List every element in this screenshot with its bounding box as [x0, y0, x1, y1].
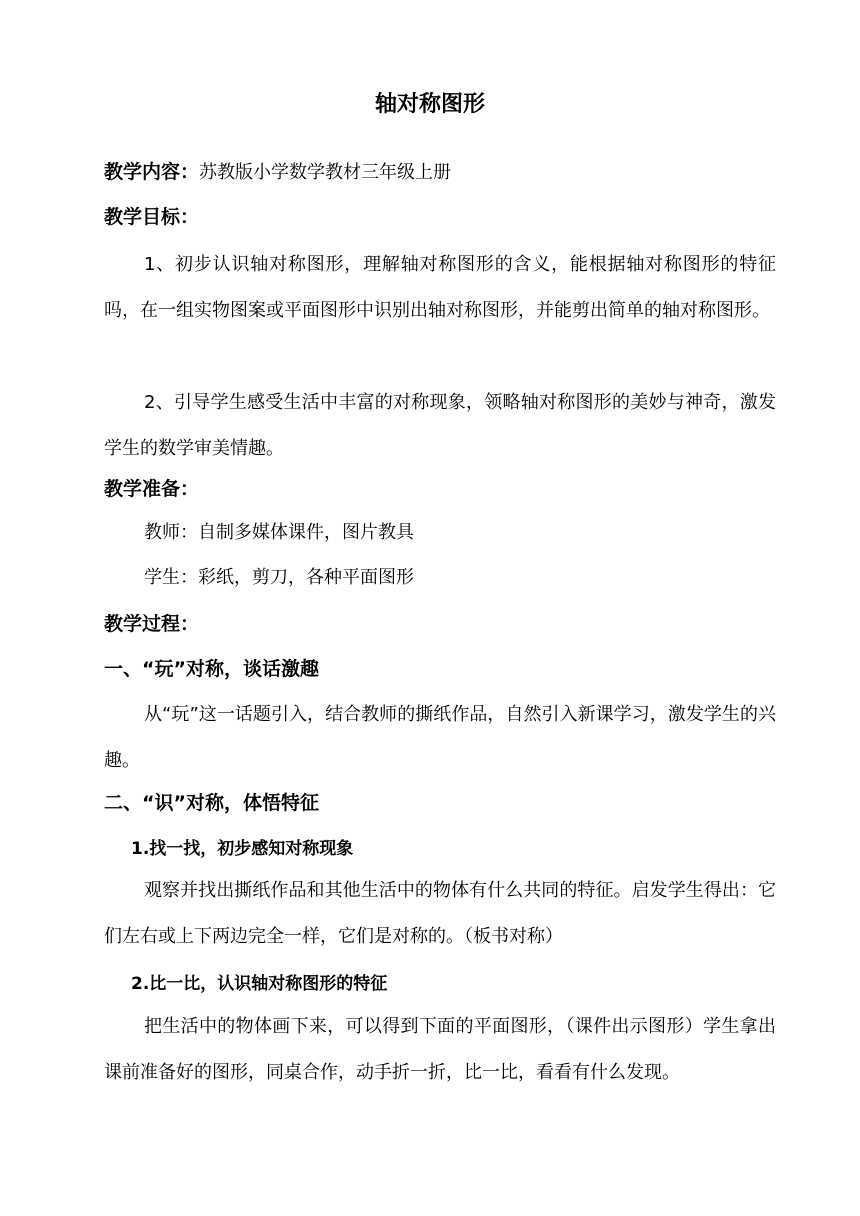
sub-1-paragraph: 观察并找出撕纸作品和其他生活中的物体有什么共同的特征。启发学生得出：它们左右或上下两边完全一样，它们是对称的。（板书对称） [104, 880, 776, 947]
document-title: 轴对称图形 [374, 92, 485, 117]
section-1-paragraph: 从“玩”这一话题引入，结合教师的撕纸作品，自然引入新课学习，激发学生的兴趣。 [104, 704, 776, 771]
sub-2-heading: 2.比一比，认识轴对称图形的特征 [131, 974, 388, 994]
preparation-heading: 教学准备： [104, 478, 200, 500]
section-1-heading: 一、“玩”对称，谈话激趣 [104, 658, 319, 680]
section-2-heading: 二、“识”对称，体悟特征 [104, 792, 319, 814]
goals-heading: 教学目标： [104, 206, 200, 228]
preparation-teacher: 教师：自制多媒体课件，图片教具 [144, 522, 414, 543]
teaching-content-label: 教学内容： [104, 161, 200, 183]
sub-1-heading: 1.找一找，初步感知对称现象 [131, 839, 354, 859]
goal-1-paragraph: 1、初步认识轴对称图形，理解轴对称图形的含义，能根据轴对称图形的特征吗，在一组实物图案或平面图形中识别出轴对称图形，并能剪出简单的轴对称图形。 [104, 254, 776, 321]
sub-2-paragraph: 把生活中的物体画下来，可以得到下面的平面图形，（课件出示图形）学生拿出课前准备好的图形，同桌合作，动手折一折，比一比，看看有什么发现。 [104, 1016, 776, 1083]
teaching-content-text: 苏教版小学数学教材三年级上册 [199, 162, 452, 183]
preparation-student: 学生：彩纸，剪刀，各种平面图形 [144, 567, 414, 588]
process-heading: 教学过程： [104, 613, 200, 635]
teaching-content-line [104, 157, 451, 188]
goal-2-paragraph: 2、引导学生感受生活中丰富的对称现象，领略轴对称图形的美妙与神奇，激发学生的数学审美情趣。 [104, 392, 776, 459]
